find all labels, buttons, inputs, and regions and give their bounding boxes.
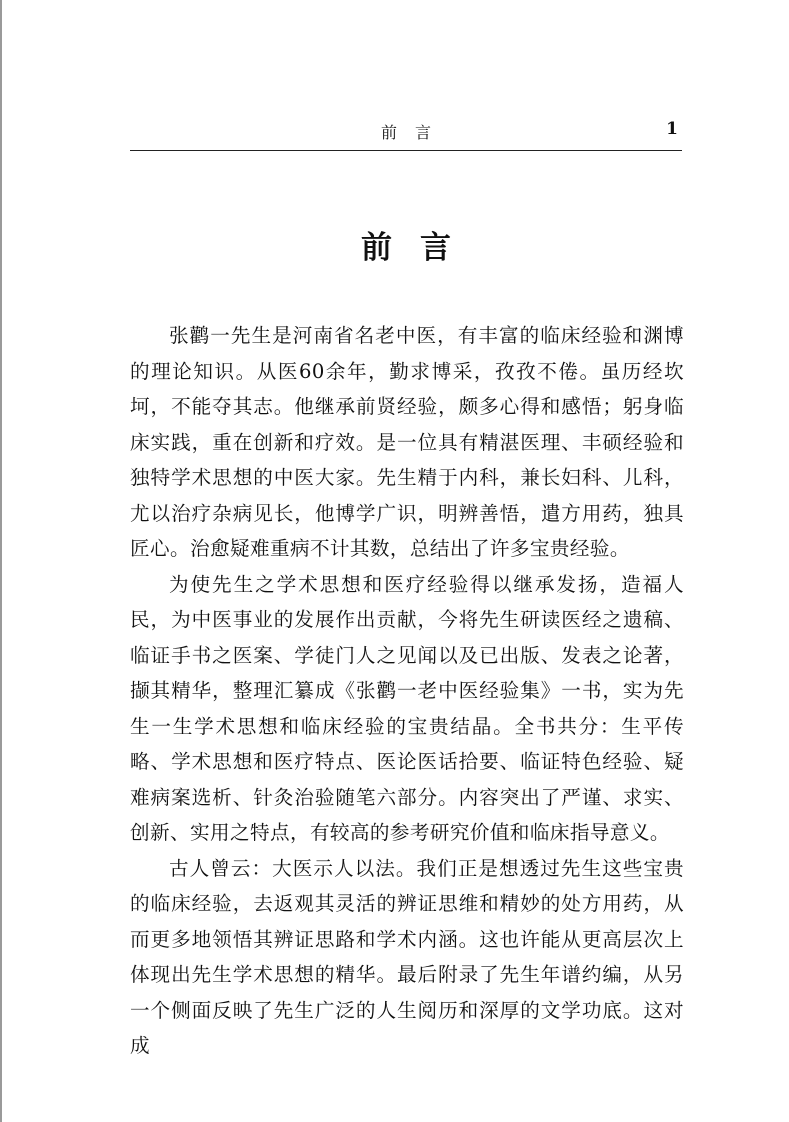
chapter-title: 前言	[361, 230, 479, 266]
running-title: 前言	[380, 123, 449, 142]
page-left-edge	[0, 0, 2, 1122]
running-header	[130, 112, 682, 151]
paragraph-3: 古人曾云：大医示人以法。我们正是想透过先生这些宝贵的临床经验，去返观其灵活的辨证思维和精妙的处方用药，从而更多地领悟其辨证思路和学术内涵。这也许能从更高层次上体现出先生学术思想的精华。最后附录了先生年谱约编，从另一个侧面反映了先生广泛的人生阅历和深厚的文学功底。这对成	[130, 856, 684, 1057]
paragraph-2: 为使先生之学术思想和医疗经验得以继承发扬，造福人民，为中医事业的发展作出贡献，今将先生研读医经之遗稿、临证手书之医案、学徒门人之见闻以及已出版、发表之论著，撷其精华，整理汇纂成《张鹳一老中医经验集》一书，实为先生一生学术思想和临床经验的宝贵结晶。全书共分：生平传略、学术思想和医疗特点、医论医话拾要、临证特色经验、疑难病案选析、针灸治验随笔六部分。内容突出了严谨、求实、创新、实用之特点，有较高的参考研究价值和临床指导意义。	[130, 572, 684, 844]
body-text	[130, 318, 684, 1064]
paragraph-1: 张鹳一先生是河南省名老中医，有丰富的临床经验和渊博的理论知识。从医60余年，勤求博采，孜孜不倦。虽历经坎坷，不能夺其志。他继承前贤经验，颇多心得和感悟；躬身临床实践，重在创新和疗效。是一位具有精湛医理、丰硕经验和独特学术思想的中医大家。先生精于内科，兼长妇科、儿科，尤以治疗杂病见长，他博学广识，明辨善悟，遣方用药，独具匠心。治愈疑难重病不计其数，总结出了许多宝贵经验。	[130, 324, 684, 560]
page-number: 1	[666, 119, 678, 139]
